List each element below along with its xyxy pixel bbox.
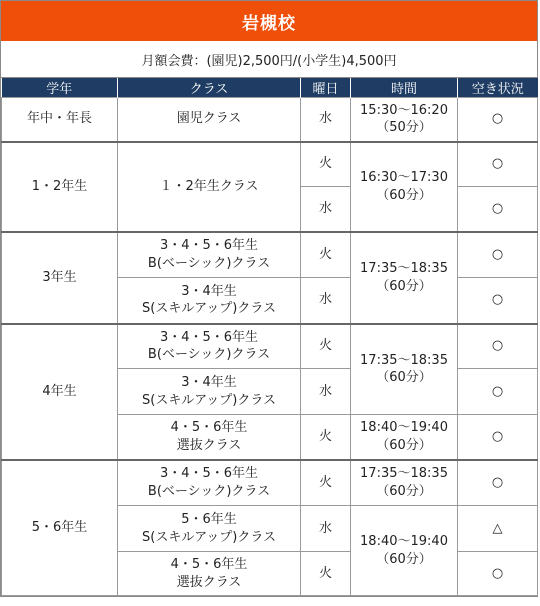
duration: （60分）: [376, 187, 432, 203]
class-target: 4・5・6年生: [170, 556, 248, 572]
class-target: 3・4・5・6年生: [159, 329, 259, 345]
time-range: 16:30～17:30: [360, 169, 448, 185]
day-cell: 火: [301, 460, 351, 506]
class-cell: [118, 369, 301, 415]
class-cell: [118, 278, 301, 324]
table-row: [2, 232, 538, 278]
duration: （60分）: [376, 278, 432, 294]
grade-cell: 年中・年長: [2, 98, 118, 142]
header-time: 時間: [351, 78, 458, 98]
time-cell: [351, 232, 458, 324]
availability-cell: △: [458, 506, 538, 552]
class-cell: [118, 552, 301, 596]
class-name: S(スキルアップ)クラス: [142, 392, 276, 408]
class-name: B(ベーシック)クラス: [147, 255, 271, 271]
time-range: 15:30～16:20: [360, 102, 448, 118]
availability-cell: ○: [458, 142, 538, 187]
time-range: 17:35～18:35: [360, 352, 448, 368]
duration: （60分）: [376, 370, 432, 386]
availability-cell: ○: [458, 415, 538, 460]
availability-cell: ○: [458, 98, 538, 142]
duration: （50分）: [376, 120, 432, 136]
time-cell: [351, 142, 458, 232]
class-name: B(ベーシック)クラス: [147, 483, 271, 499]
time-cell: [351, 460, 458, 506]
availability-cell: ○: [458, 324, 538, 369]
duration: （60分）: [376, 437, 432, 453]
duration: （60分）: [376, 483, 432, 499]
table-row: [2, 460, 538, 506]
time-range: 17:35～18:35: [360, 466, 448, 482]
class-target: 3・4年生: [181, 374, 237, 390]
header-day: 曜日: [301, 78, 351, 98]
class-target: 3・4年生: [181, 283, 237, 299]
day-cell: 水: [301, 506, 351, 552]
time-cell: [351, 98, 458, 142]
day-cell: 水: [301, 278, 351, 324]
class-target: 5・6年生: [181, 511, 237, 527]
availability-cell: ○: [458, 187, 538, 232]
availability-cell: ○: [458, 460, 538, 506]
day-cell: 水: [301, 369, 351, 415]
schedule-table: [1, 78, 538, 596]
day-cell: 水: [301, 187, 351, 232]
availability-cell: ○: [458, 369, 538, 415]
availability-cell: ○: [458, 552, 538, 596]
time-range: 18:40～19:40: [360, 533, 448, 549]
school-title: 岩槻校: [1, 1, 537, 41]
day-cell: 水: [301, 98, 351, 142]
class-cell: １・2年生クラス: [118, 142, 301, 232]
class-name: 選抜クラス: [176, 437, 242, 453]
class-cell: [118, 506, 301, 552]
class-name: B(ベーシック)クラス: [147, 347, 271, 363]
class-cell: [118, 324, 301, 369]
class-name: 選抜クラス: [176, 574, 242, 590]
header-availability: 空き状況: [458, 78, 538, 98]
grade-cell: 4年生: [2, 324, 118, 460]
time-cell: [351, 415, 458, 460]
grade-cell: 3年生: [2, 232, 118, 324]
class-target: 4・5・6年生: [170, 420, 248, 436]
class-target: 3・4・5・6年生: [159, 238, 259, 254]
time-cell: [351, 324, 458, 415]
class-cell: [118, 460, 301, 506]
header-class: クラス: [118, 78, 301, 98]
day-cell: 火: [301, 415, 351, 460]
class-cell: [118, 415, 301, 460]
class-cell: [118, 232, 301, 278]
availability-cell: ○: [458, 232, 538, 278]
duration: （60分）: [376, 551, 432, 567]
header-grade: 学年: [2, 78, 118, 98]
table-row: [2, 324, 538, 369]
day-cell: 火: [301, 324, 351, 369]
availability-cell: ○: [458, 278, 538, 324]
grade-cell: 5・6年生: [2, 460, 118, 596]
monthly-fee: 月額会費：(園児)2,500円/(小学生)4,500円: [1, 41, 537, 78]
class-cell: 園児クラス: [118, 98, 301, 142]
time-range: 17:35～18:35: [360, 260, 448, 276]
grade-cell: 1・2年生: [2, 142, 118, 232]
class-target: 3・4・5・6年生: [159, 466, 259, 482]
day-cell: 火: [301, 232, 351, 278]
header-row: [2, 78, 538, 98]
day-cell: 火: [301, 552, 351, 596]
class-name: S(スキルアップ)クラス: [142, 301, 276, 317]
time-cell: [351, 506, 458, 596]
table-row: [2, 142, 538, 187]
table-row: [2, 98, 538, 142]
class-name: S(スキルアップ)クラス: [142, 529, 276, 545]
day-cell: 火: [301, 142, 351, 187]
time-range: 18:40～19:40: [360, 420, 448, 436]
